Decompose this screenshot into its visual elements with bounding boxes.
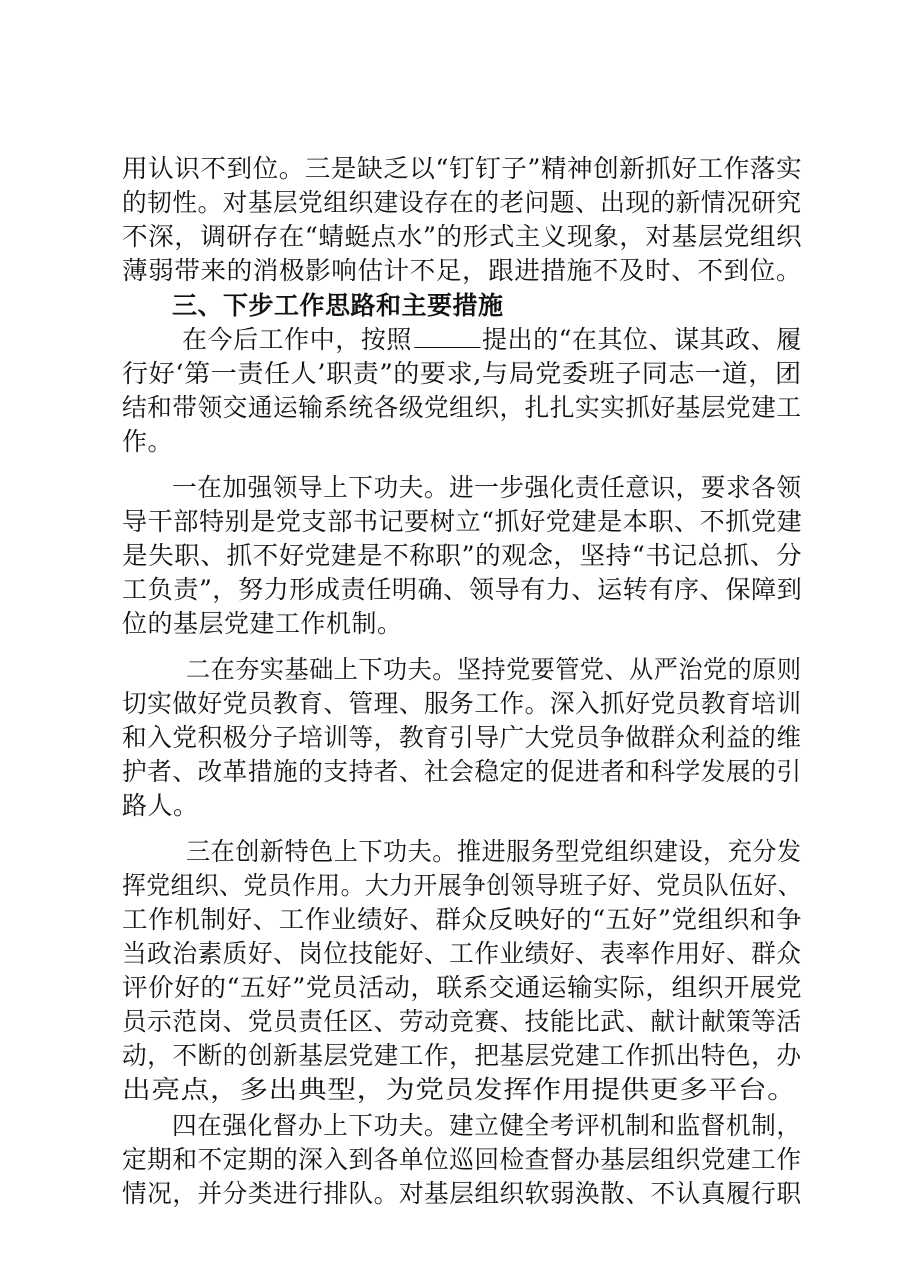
text-line: 用认识不到位。三是缺乏以“钉钉子”精神创新抓好工作落实 [122,154,803,183]
text-line: 结和带领交通运输系统各级党组织，扎扎实实抓好基层党建工 [122,393,802,422]
paragraph-first-line: 三在创新特色上下功夫。推进服务型党组织建设，充分发 [186,837,802,866]
text-line: 评价好的“五好”党员活动，联系交通运输实际，组织开展党 [122,973,803,1002]
text-line: 员示范岗、党员责任区、劳动竞赛、技能比武、献计献策等活 [122,1007,802,1036]
text-line: 工作机制好、工作业绩好、群众反映好的“五好”党组织和争 [122,905,803,934]
text-line: 路人。 [122,791,199,820]
text-line: 定期和不定期的深入到各单位巡回检查督办基层组织党建工作 [122,1145,802,1174]
text-line: 情况，并分类进行排队。对基层组织软弱涣散、不认真履行职 [122,1179,802,1208]
text-line: 切实做好党员教育、管理、服务工作。深入抓好党员教育培训 [122,689,802,718]
text-line: 行好‘第一责任人’职责”的要求,与局党委班子同志一道，团 [122,359,802,388]
text-line: 作。 [122,427,174,456]
fill-in-blank [414,323,480,348]
text-line [182,323,803,357]
text-line: 护者、改革措施的支持者、社会稳定的促进者和科学发展的引 [122,757,802,786]
text-line: 的韧性。对基层党组织建设存在的老问题、出现的新情况研究 [122,188,802,217]
text-segment: 在今后工作中，按照 [182,325,412,354]
text-line: 出亮点，多出典型，为党员发挥作用提供更多平台。 [122,1075,797,1104]
text-line: 是失职、抓不好党建是不称职”的观念，坚持“书记总抓、分 [122,541,803,570]
paragraph-first-line: 二在夯实基础上下功夫。坚持党要管党、从严治党的原则 [186,655,802,684]
text-line: 薄弱带来的消极影响估计不足，跟进措施不及时、不到位。 [122,256,802,285]
text-line: 不深，调研存在“蜻蜓点水”的形式主义现象，对基层党组织 [122,222,803,251]
paragraph-first-line: 四在强化督办上下功夫。建立健全考评机制和监督机制， [172,1111,802,1140]
text-line: 动，不断的创新基层党建工作，把基层党建工作抓出特色，办 [122,1041,802,1070]
paragraph-first-line: 一在加强领导上下功夫。进一步强化责任意识，要求各领 [172,473,802,502]
text-line: 位的基层党建工作机制。 [122,609,403,638]
text-line: 和入党积极分子培训等，教育引导广大党员争做群众利益的维 [122,723,802,752]
text-line: 挥党组织、党员作用。大力开展争创领导班子好、党员队伍好、 [122,871,803,900]
text-segment: 提出的“在其位、谋其政、履 [481,325,802,354]
text-line: 导干部特别是党支部书记要树立“抓好党建是本职、不抓党建 [122,507,803,536]
text-line: 工负责”，努力形成责任明确、领导有力、运转有序、保障到 [122,575,803,604]
text-line: 当政治素质好、岗位技能好、工作业绩好、表率作用好、群众 [122,939,802,968]
section-heading: 三、下步工作思路和主要措施 [172,291,504,320]
